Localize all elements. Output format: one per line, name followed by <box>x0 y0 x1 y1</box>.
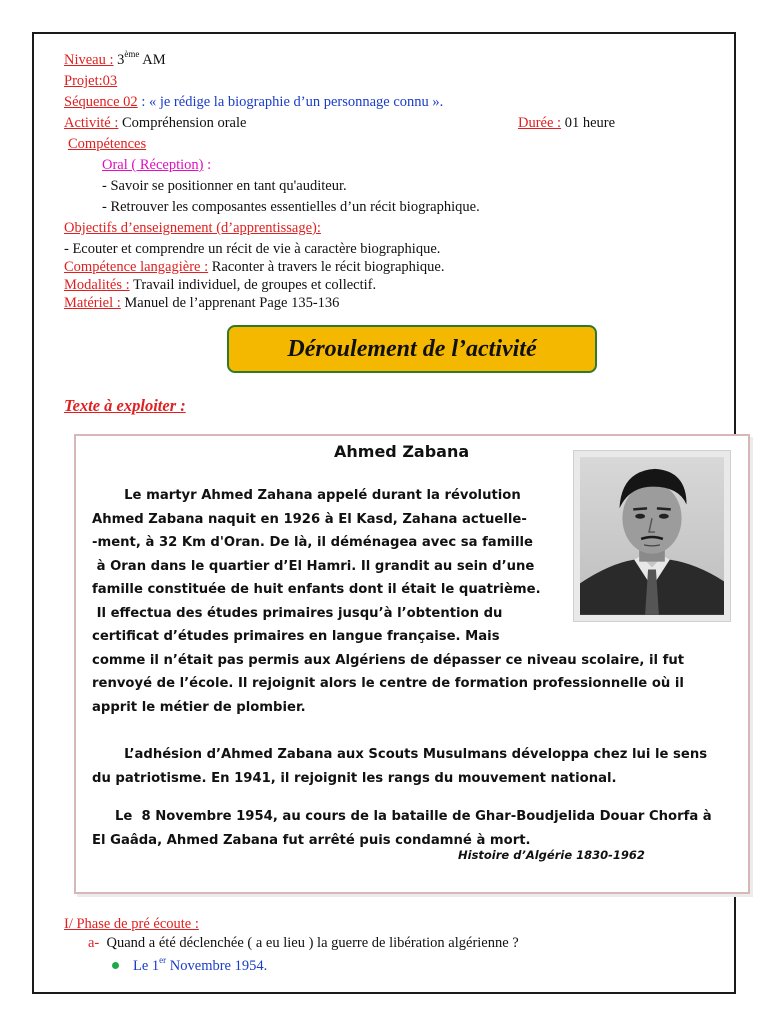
projet-label: Projet <box>64 73 99 89</box>
modalites-value: Travail individuel, de groupes et collectif. <box>129 277 377 293</box>
text-line: Ahmed Zabana naquit en 1926 à El Kasd, Zahana actuelle- <box>92 511 527 527</box>
duree-line <box>518 114 615 132</box>
competences-line <box>68 135 146 153</box>
texte-heading: Texte à exploiter : <box>64 396 186 415</box>
text-line: du patriotisme. En 1941, il rejoignit les rangs du mouvement national. <box>92 770 617 786</box>
competence-item-2: - Retrouver les composantes essentielles d’un récit biographique. <box>102 199 480 215</box>
activite-line <box>64 114 246 132</box>
question-marker: a- <box>88 935 100 951</box>
text-paragraph-2 <box>92 743 707 790</box>
duree-value: 01 heure <box>561 115 616 131</box>
text-line: Il effectua des études primaires jusqu’à l’obtention du <box>92 605 503 621</box>
text-line: Le 8 Novembre 1954, au cours de la bataille de Ghar-Boudjelida Douar Chorfa à <box>92 809 712 824</box>
answer-main: Le 1 <box>133 958 160 974</box>
niveau-tail: AM <box>139 52 166 68</box>
sequence-label: Séquence 02 <box>64 94 138 110</box>
oral-line <box>102 156 211 174</box>
text-line: apprit le métier de plombier. <box>92 699 306 715</box>
projet-line <box>64 72 117 90</box>
materiel-label: Matériel : <box>64 295 121 311</box>
niveau-label: Niveau : <box>64 52 114 68</box>
text-line: El Gaâda, Ahmed Zabana fut arrêté puis condamné à mort. <box>92 832 531 848</box>
activite-label: Activité : <box>64 115 119 131</box>
oral-label: Oral ( Réception) <box>102 157 204 173</box>
competence-langagiere-line <box>64 258 444 276</box>
phase-title-line <box>64 915 199 933</box>
question-line <box>88 934 519 952</box>
objectifs-label: Objectifs d’enseignement (d’apprentissage): <box>64 220 321 236</box>
niveau-line <box>64 51 166 69</box>
answer-line <box>133 957 267 975</box>
niveau-value: 3 <box>113 52 125 68</box>
competence-item-1: - Savoir se positionner en tant qu'auditeur. <box>102 178 347 194</box>
text-box-title: Ahmed Zabana <box>334 442 470 461</box>
materiel-value: Manuel de l’apprenant Page 135-136 <box>120 295 340 311</box>
text-line: -ment, à 32 Km d'Oran. De là, il déménagea avec sa famille <box>92 535 533 550</box>
text-line: à Oran dans le quartier d’El Hamri. Il grandit au sein d’une <box>92 558 535 574</box>
phase-title: I/ Phase de pré écoute : <box>64 916 199 932</box>
text-line: renvoyé de l’école. Il rejoignit alors le centre de formation professionnelle où il <box>92 676 684 691</box>
objectifs-line <box>64 219 321 237</box>
competences-label: Compétences <box>68 136 147 152</box>
duree-label: Durée : <box>518 115 562 131</box>
projet-value: :03 <box>98 73 118 89</box>
text-line: famille constituée de huit enfants dont il était le quatrième. <box>92 582 541 597</box>
materiel-line <box>64 294 339 312</box>
answer-sup: er <box>159 955 167 966</box>
objectif-item-1: - Ecouter et comprendre un récit de vie à caractère biographique. <box>64 241 441 257</box>
modalites-line <box>64 276 376 294</box>
text-line: comme il n’était pas permis aux Algériens de dépasser ce niveau scolaire, il fut <box>92 652 685 668</box>
niveau-sup: ème <box>124 49 140 60</box>
sequence-value: : « je rédige la biographie d’un personnage connu ». <box>137 94 444 110</box>
text-paragraph-3 <box>92 805 712 852</box>
sequence-line <box>64 93 443 111</box>
answer-bullet-icon <box>112 962 119 969</box>
text-line: L’adhésion d’Ahmed Zabana aux Scouts Musulmans développa chez lui le sens <box>92 747 708 762</box>
text-line: certificat d’études primaires en langue française. Mais <box>92 629 500 644</box>
text-line: Le martyr Ahmed Zahana appelé durant la révolution <box>92 488 521 503</box>
oral-colon: : <box>203 157 212 173</box>
competence-langagiere-label: Compétence langagière : <box>64 259 209 275</box>
deroulement-banner: Déroulement de l’activité <box>227 325 597 373</box>
modalites-label: Modalités : <box>64 277 130 293</box>
text-source: Histoire d’Algérie 1830-1962 <box>458 848 645 862</box>
activite-value: Compréhension orale <box>118 115 247 131</box>
question-text: Quand a été déclenchée ( a eu lieu ) la guerre de libération algérienne ? <box>99 935 519 951</box>
text-paragraph-1 <box>92 484 684 719</box>
answer-tail: Novembre 1954. <box>166 958 268 974</box>
competence-langagiere-value: Raconter à travers le récit biographique. <box>208 259 445 275</box>
